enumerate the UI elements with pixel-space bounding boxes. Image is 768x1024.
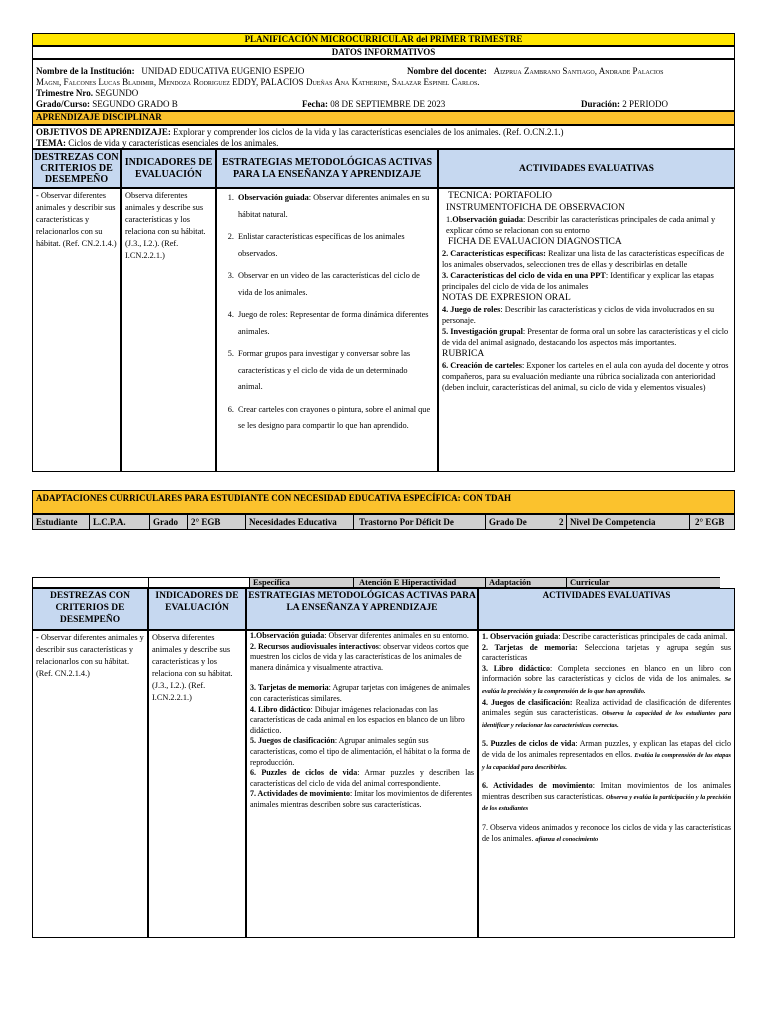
t2-act-1: 1. Observación guiada: Describe características principales de cada animal. — [482, 632, 728, 641]
t2-est-4: 4. Libro didáctico: Dibujar imágenes relacionadas con las características de cada animal en los espacios en blanco de un libro didáctico. — [250, 704, 465, 735]
fecha-label: Fecha: — [302, 99, 328, 109]
t2-est-7: 7. Actividades de movimiento: Imitar los movimientos de diferentes animales mientras describen sobre sus características. — [250, 789, 472, 809]
t1-estrategia-item: 5. Formar grupos para investigar y conversar sobre las características y el ciclo de vida de un determinado animal. — [236, 346, 434, 396]
t1-estrategia-item: 2. Enlistar características específicas de los animales observados. — [236, 229, 434, 262]
curricular-label: Curricular — [570, 577, 610, 587]
aprendizaje-header: APRENDIZAJE DISCIPLINAR — [32, 111, 735, 125]
objetivos-value: Explorar y comprender los ciclos de la vida y las características esenciales de los animales. (Ref. O.CN.2.1.) — [173, 127, 564, 137]
docente-label: Nombre del docente: — [407, 66, 487, 76]
estudiante-value: L.C.P.A. — [93, 517, 126, 527]
t2-act-6: 6. Actividades de movimiento: Imitan movimientos de los animales mientras describen sus características. Observa y evalúa la participación y la precisión de los estudiantes — [482, 781, 731, 813]
t2-act-4: 4. Juegos de clasificación: Realiza actividad de clasificación de diferentes animales según sus características. Observa la capacidad de los estudiantes para identificar y relacionar las características correctas. — [482, 697, 732, 729]
grado-value: SEGUNDO GRADO B — [92, 99, 178, 109]
adaptaciones-header: ADAPTACIONES CURRICULARES PARA ESTUDIANTE CON NECESIDAD EDUCATIVA ESPECÍFICA: CON TDAH — [32, 490, 735, 514]
t2-act-5: 5. Puzzles de ciclos de vida: Arman puzzles, y explican las etapas del ciclo de vida de los animales representados en ellos. Evalúa la comprensión de las etapas y la capacidad para describirlas. — [482, 739, 732, 771]
nivel-value: 2° EGB — [695, 517, 725, 527]
t1-act-4: 4. Juego de roles: Describir las características y ciclos de vida involucrados en su personaje. — [442, 305, 715, 325]
adaptaciones-row — [32, 514, 735, 530]
duracion-label: Duración: — [581, 99, 620, 109]
datos-header: DATOS INFORMATIVOS — [32, 46, 735, 59]
institucion-value: UNIDAD EDUCATIVA EUGENIO ESPEJO — [141, 66, 305, 76]
page-title: PLANIFICACIÓN MICROCURRICULAR del PRIMER TRIMESTRE — [32, 33, 735, 46]
grado-de-num: 2 — [559, 517, 564, 527]
t1-act-6: 6. Creación de carteles: Exponer los carteles en el aula con ayuda del docente y otros compañeros, para su evaluación mediante una rúbrica socializada con anterioridad (deben incluir, características del animal, su ciclo de vida y elementos visuales) — [442, 361, 729, 392]
t1-estrategia-item: 6. Crear carteles con crayones o pintura, sobre el animal que se les designo para compartir lo que han aprendido. — [236, 402, 434, 435]
t2-header-indicadores: INDICADORES DE EVALUACIÓN — [148, 588, 246, 630]
t2-est-1: 1.Observación guiada: Observar diferentes animales en su entorno. — [250, 631, 469, 640]
t1-rubrica: RUBRICA — [442, 349, 485, 359]
t1-act-1: 1.Observación guiada: Describir las características principales de cada animal y explicar cómo se relacionan con su entorno — [446, 215, 716, 235]
objetivos-tema — [32, 125, 735, 149]
t1-indicadores: Observa diferentes animales y describe sus características y los relaciona con su hábitat. (J.3., I.2.). (Ref. I.CN.2.2.1.) — [121, 188, 216, 472]
tema-value: Ciclos de vida y características esenciales de los animales. — [68, 138, 279, 148]
adaptacion-label: Adaptación — [489, 577, 532, 587]
t1-estrategia-item: 1. Observación guiada: Observar diferentes animales en su hábitat natural. — [236, 190, 434, 223]
especifica-label: Específica — [253, 577, 290, 587]
t2-actividades — [478, 630, 735, 938]
necesidades-value-1: Trastorno Por Déficit De — [359, 517, 454, 527]
institucion-label: Nombre de la Institución: — [36, 66, 135, 76]
trimestre-label: Trimestre Nro. — [36, 88, 93, 98]
t1-estrategia-item: 4. Juego de roles: Representar de forma dinámica diferentes animales. — [236, 307, 434, 340]
t2-est-3: 3. Tarjetas de memoria: Agrupar tarjetas con imágenes de animales con características similares. — [250, 683, 470, 703]
t2-header-destrezas: DESTREZAS CON CRITERIOS DE DESEMPEÑO — [32, 588, 148, 630]
t1-estrategias — [216, 188, 438, 472]
t1-header-actividades: ACTIVIDADES EVALUATIVAS — [438, 149, 735, 188]
nivel-label: Nivel De Competencia — [570, 517, 656, 527]
tema-label: TEMA: — [36, 138, 66, 148]
t2-destrezas: - Observar diferentes animales y describir sus características y relacionarlos con su hábitat. (Ref. CN.2.1.4.) — [32, 630, 148, 938]
t1-notas: NOTAS DE EXPRESION ORAL — [442, 293, 571, 303]
t2-header-actividades: ACTIVIDADES EVALUATIVAS — [478, 588, 735, 630]
t2-indicadores: Observa diferentes animales y describe sus características y los relaciona con su hábitat. (J.3., I.2.). (Ref. I.CN.2.2.1.) — [148, 630, 246, 938]
t2-est-6: 6. Puzzles de ciclos de vida: Armar puzzles y describen las características del ciclo de vida del animal correspondiente. — [250, 768, 475, 788]
t1-header-destrezas: DESTREZAS CON CRITERIOS DE DESEMPEÑO — [32, 149, 121, 188]
t1-header-estrategias: ESTRATEGIAS METODOLÓGICAS ACTIVAS PARA LA ENSEÑANZA Y APRENDIZAJE — [216, 149, 438, 188]
duracion-value: 2 PERIODO — [622, 99, 669, 109]
grado-label: Grado/Curso: — [36, 99, 90, 109]
t1-act-3: 3. Características del ciclo de vida en una PPT: Identificar y explicar las etapas principales del ciclo de vida de los animales — [442, 271, 714, 291]
datos-informativos — [32, 59, 735, 111]
grado-ad-label: Grado — [153, 517, 179, 527]
estudiante-label: Estudiante — [36, 517, 78, 527]
t1-estrategias-list — [220, 190, 434, 435]
t2-act-7: 7. Observa videos animados y reconoce los ciclos de vida y las características de los animales. afianza el conocimiento — [482, 822, 731, 843]
t2-estrategias — [246, 630, 478, 938]
t1-act-5: 5. Investigación grupal: Presentar de forma oral un sobre las características y el ciclo de vida del animal asignado, destacando los aspectos más importantes. — [442, 327, 729, 347]
docente-value-2: Magni, Falcones Lucas Bladimir, Mendoza Rodriguez EDDY, PALACIOS Dueñas Ana Katherine, Salazar Espinel Carlos. — [36, 77, 480, 87]
t1-instrumento: INSTRUMENTOFICHA DE OBSERVACION — [446, 203, 625, 213]
t1-ficha: FICHA DE EVALUACION DIAGNOSTICA — [448, 237, 622, 247]
t2-header-estrategias: ESTRATEGIAS METODOLÓGICAS ACTIVAS PARA LA ENSEÑANZA Y APRENDIZAJE — [246, 588, 478, 630]
adaptaciones-row-cont — [32, 577, 720, 588]
necesidades-label: Necesidades Educativa — [249, 517, 337, 527]
trimestre-value: SEGUNDO — [95, 88, 139, 98]
t2-act-3: 3. Libro didáctico: Completa secciones en blanco en un libro con información sobre las características y ciclos de vida de los animales. Se evalúa la precisión y la comprensión de lo que han aprendido. — [482, 663, 732, 695]
t1-tecnica: TECNICA: PORTAFOLIO — [448, 191, 552, 201]
t1-header-indicadores: INDICADORES DE EVALUACIÓN — [121, 149, 216, 188]
grado-de-label: Grado De — [489, 517, 527, 527]
t1-actividades — [438, 188, 735, 472]
t2-est-5: 5. Juegos de clasificación: Agrupar animales según sus características, como el tipo de alimentación, el hábitat o la forma de reproducción. — [250, 736, 471, 767]
t2-act-2: 2. Tarjetas de memoria: Selecciona tarjetas y agrupa según sus características — [482, 642, 731, 663]
t1-destrezas: - Observar diferentes animales y describir sus características y relacionarlos con su hábitat. (Ref. CN.2.1.4.) — [32, 188, 121, 472]
grado-ad-value: 2° EGB — [191, 517, 221, 527]
objetivos-label: OBJETIVOS DE APRENDIZAJE: — [36, 127, 171, 137]
t1-act-2: 2. Características específicas: Realizar una lista de las características específicas de los animales observados, seleccionen tres de ellas y describirlas en detalle — [442, 249, 725, 269]
necesidades-value-2: Atención E Hiperactividad — [359, 577, 457, 587]
t1-estrategia-item: 3. Observar en un video de las características del ciclo de vida de los animales. — [236, 268, 434, 301]
docente-value-1: Aizprua Zambrano Santiago, Andrade Palacios — [493, 66, 664, 76]
t2-est-2: 2. Recursos audiovisuales interactivos: observar videos cortos que muestren los ciclos de vida y las características de los animales de manera dinámica y visualmente atractiva. — [250, 641, 469, 672]
fecha-value: 08 DE SEPTIEMBRE DE 2023 — [330, 99, 446, 109]
